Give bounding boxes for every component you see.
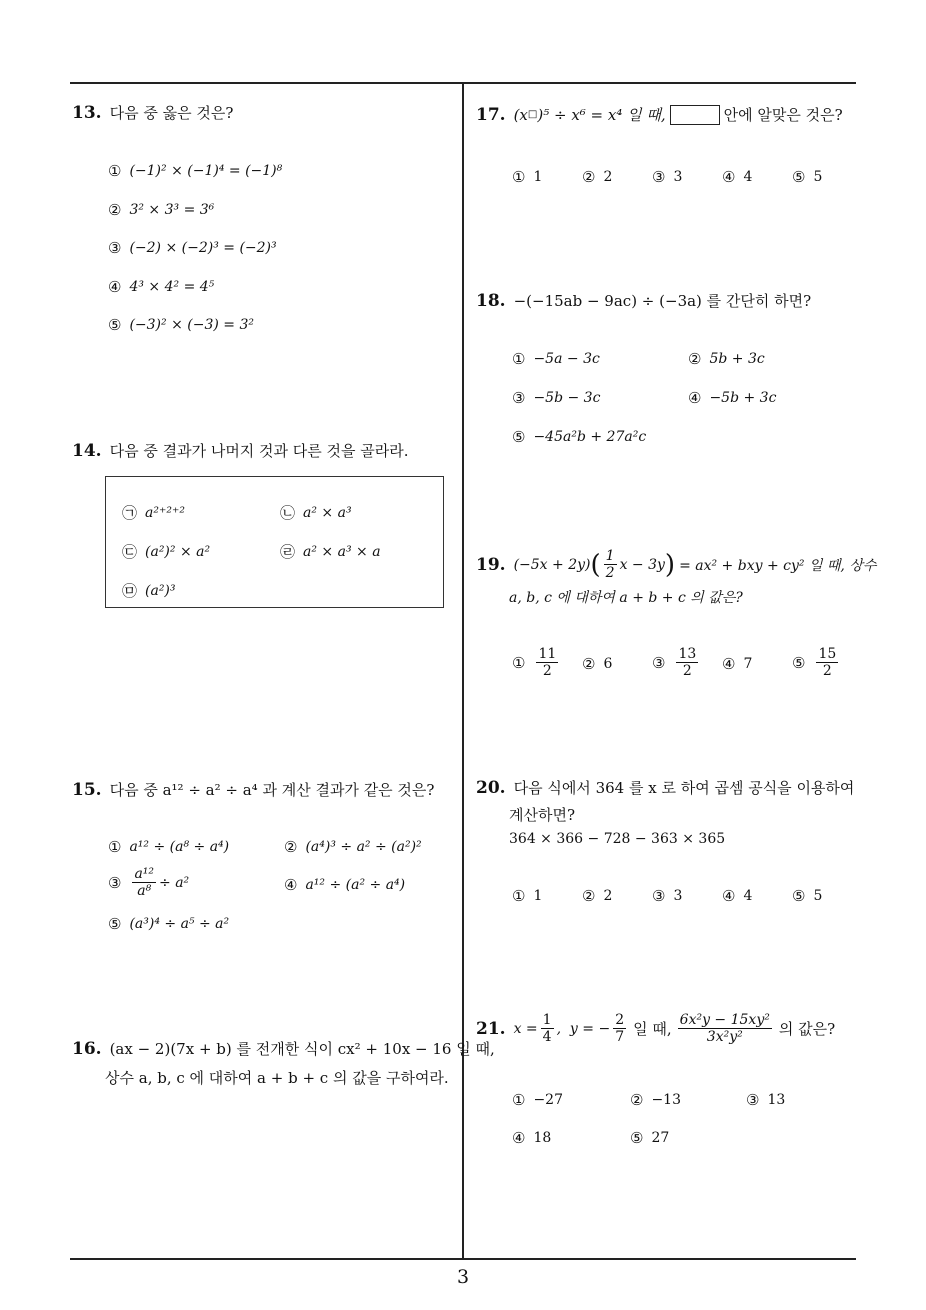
option-mark: ⑤ (792, 653, 806, 672)
question-text-line1: (ax − 2)(7x + b) 를 전개한 식이 cx² + 10x − 16 일 때, (109, 1040, 495, 1058)
question-expression: 364 × 366 − 728 − 363 × 365 (509, 831, 726, 847)
fraction-denominator: 2 (822, 663, 832, 680)
option-mark: ④ (108, 278, 122, 296)
option-mark: ① (512, 653, 526, 672)
option-text: −13 (651, 1092, 681, 1108)
question-text-line2: 계산하면? (509, 806, 576, 824)
option-2[interactable] (582, 168, 612, 186)
option-mark: ③ (652, 887, 666, 905)
question-number: 19. (476, 554, 506, 575)
question-number: 17. (476, 104, 506, 125)
option-mark: ④ (688, 389, 702, 407)
option-mark: ④ (722, 655, 736, 673)
option-mark: ② (582, 168, 596, 186)
option-text: ÷ a² (159, 874, 190, 891)
option-4[interactable] (108, 278, 214, 296)
option-mark: ④ (284, 876, 298, 894)
option-mark: ⑤ (108, 915, 122, 933)
box-item-5[interactable] (122, 580, 176, 601)
option-text: 27 (651, 1130, 670, 1146)
option-text: (a⁴)³ ÷ a² ÷ (a²)² (305, 839, 422, 855)
option-mark: ② (582, 655, 596, 673)
question-number: 16. (72, 1039, 102, 1059)
option-5[interactable] (108, 915, 229, 933)
expr-pre: (−5x + 2y) (513, 556, 591, 573)
question-text: 다음 중 옳은 것은? (109, 104, 234, 122)
option-2[interactable] (630, 1091, 681, 1109)
option-mark: ④ (722, 168, 736, 186)
question-19 (476, 548, 876, 607)
option-mark: ② (582, 887, 596, 905)
question-number: 15. (72, 780, 102, 800)
expr-after: )⁵ ÷ x⁶ = x⁴ 일 때, (537, 106, 666, 124)
option-text: (−3)² × (−3) = 3² (129, 317, 254, 333)
item-mark: ㉢ (122, 543, 138, 561)
item-text: a²⁺²⁺² (145, 504, 185, 521)
question-17 (476, 104, 843, 125)
item-mark: ㉡ (280, 504, 296, 522)
option-3[interactable] (652, 887, 682, 905)
x-label: x = (513, 1020, 538, 1037)
option-1[interactable] (108, 838, 229, 856)
option-mark: ③ (108, 239, 122, 257)
option-mark: ② (630, 1091, 644, 1109)
option-4[interactable] (722, 655, 752, 673)
question-text-line2: 상수 a, b, c 에 대하여 a + b + c 의 값을 구하여라. (105, 1069, 449, 1087)
fraction-numerator: 1 (605, 548, 615, 564)
expr-frac-after: x − 3y (619, 556, 665, 573)
fraction-denominator: a⁸ (137, 883, 152, 900)
option-3[interactable] (746, 1091, 785, 1109)
option-mark: ② (688, 350, 702, 368)
option-text: 3² × 3³ = 3⁶ (129, 202, 215, 218)
question-text: −(−15ab − 9ac) ÷ (−3a) 를 간단히 하면? (513, 292, 812, 310)
option-4[interactable] (284, 876, 405, 894)
option-mark: ① (108, 838, 122, 856)
option-mark: ③ (652, 653, 666, 672)
question-number: 20. (476, 778, 506, 798)
option-text: 1 (533, 169, 543, 185)
option-1[interactable] (108, 162, 282, 180)
box-item-1[interactable] (122, 502, 185, 523)
fraction-numerator: 2 (615, 1012, 625, 1028)
option-mark: ⑤ (512, 428, 526, 446)
option-text: 5 (813, 888, 823, 904)
option-text: 5 (813, 169, 823, 185)
expr-before: (x (513, 105, 528, 124)
option-4[interactable] (512, 1129, 551, 1147)
option-2[interactable] (108, 201, 214, 219)
item-text: a² × a³ × a (303, 543, 381, 560)
y-fraction (613, 1012, 626, 1045)
option-text: a¹² ÷ (a² ÷ a⁴) (305, 877, 406, 893)
x-fraction (541, 1012, 554, 1045)
fraction-numerator: 6x²y − 15xy² (679, 1012, 770, 1028)
option-text: 1 (533, 888, 543, 904)
question-18 (476, 290, 811, 311)
option-mark: ⑤ (630, 1129, 644, 1147)
option-1[interactable] (512, 646, 561, 679)
option-5[interactable] (792, 646, 841, 679)
option-1[interactable] (512, 350, 600, 368)
fraction-numerator: 11 (538, 646, 557, 662)
option-mark: ④ (512, 1129, 526, 1147)
option-text: 2 (603, 169, 613, 185)
option-mark: ① (512, 887, 526, 905)
question-15 (72, 779, 434, 800)
option-3[interactable] (512, 389, 600, 407)
item-text: (a²)³ (145, 582, 176, 599)
option-mark: ③ (512, 389, 526, 407)
fraction-numerator: 1 (542, 1012, 552, 1028)
question-text-line2: a, b, c 에 대하여 a + b + c 의 값은? (509, 590, 743, 607)
question-16 (72, 1038, 495, 1088)
item-mark: ㉤ (122, 582, 138, 600)
fraction-numerator: a¹² (134, 866, 155, 882)
option-mark: ① (512, 350, 526, 368)
option-3[interactable] (652, 646, 701, 679)
option-1[interactable] (512, 1091, 563, 1109)
option-4[interactable] (688, 389, 776, 407)
option-2[interactable] (688, 350, 765, 368)
option-text: 4 (743, 888, 753, 904)
option-text: −5b − 3c (533, 390, 601, 406)
option-text: 7 (743, 656, 753, 672)
y-label: , y = − (556, 1020, 611, 1037)
page-number: 3 (456, 1266, 470, 1288)
question-mid: 일 때, (633, 1020, 672, 1039)
fraction-denominator: 3x²y² (706, 1029, 743, 1046)
question-tail: 의 값은? (778, 1020, 836, 1039)
fraction-denominator: 2 (682, 663, 692, 680)
option-1[interactable] (512, 887, 542, 905)
option-mark: ③ (652, 168, 666, 186)
item-text: a² × a³ (303, 504, 352, 521)
fraction-numerator: 13 (678, 646, 697, 662)
option-text: −5a − 3c (533, 351, 600, 367)
item-text: (a²)² × a² (145, 543, 211, 560)
question-20 (476, 777, 854, 847)
question-text-line1: 다음 식에서 364 를 x 로 하여 곱셈 공식을 이용하여 (513, 779, 855, 797)
question-21 (476, 1012, 835, 1045)
option-text: (a³)⁴ ÷ a⁵ ÷ a² (129, 916, 230, 932)
option-5[interactable] (630, 1129, 669, 1147)
option-2[interactable] (582, 655, 612, 673)
question-number: 21. (476, 1018, 506, 1039)
fraction-denominator: 4 (542, 1029, 552, 1046)
option-2[interactable] (582, 887, 612, 905)
option-mark: ① (108, 162, 122, 180)
answer-blank-box[interactable] (670, 105, 720, 125)
option-mark: ③ (746, 1091, 760, 1109)
paren-close: ) (664, 549, 676, 580)
option-1[interactable] (512, 168, 542, 186)
option-mark: ① (512, 1091, 526, 1109)
option-mark: ① (512, 168, 526, 186)
option-2[interactable] (284, 838, 422, 856)
option-text: −5b + 3c (709, 390, 777, 406)
fraction-denominator: 2 (542, 663, 552, 680)
question-tail: 안에 알맞은 것은? (723, 106, 843, 124)
option-4[interactable] (722, 168, 752, 186)
fraction-numerator: 15 (818, 646, 837, 662)
option-text: 3 (673, 888, 683, 904)
box-item-3[interactable] (122, 541, 210, 562)
option-text: (−2) × (−2)³ = (−2)³ (129, 240, 277, 256)
option-text: −27 (533, 1092, 563, 1108)
option-mark: ② (108, 201, 122, 219)
option-text: 6 (603, 656, 613, 672)
option-mark: ④ (722, 887, 736, 905)
expr-fraction (604, 548, 617, 581)
option-mark: ② (284, 838, 298, 856)
option-text: 3 (673, 169, 683, 185)
option-mark: ③ (108, 873, 122, 892)
option-5[interactable] (108, 316, 254, 334)
option-text: a¹² ÷ (a⁸ ÷ a⁴) (129, 839, 230, 855)
option-mark: ⑤ (108, 316, 122, 334)
paren-open: ( (590, 549, 601, 580)
option-3[interactable] (108, 239, 277, 257)
expr-post: = ax² + bxy + cy² 일 때, 상수 (679, 557, 877, 574)
question-number: 13. (72, 103, 102, 123)
option-text: 4 (743, 169, 753, 185)
option-4[interactable] (722, 887, 752, 905)
option-text: 2 (603, 888, 613, 904)
option-fraction (536, 646, 558, 679)
option-3[interactable] (108, 866, 189, 899)
option-text: 4³ × 4² = 4⁵ (129, 279, 215, 295)
question-text: 다음 중 결과가 나머지 것과 다른 것을 골라라. (109, 442, 409, 460)
question-13 (72, 102, 233, 123)
question-number: 14. (72, 441, 102, 461)
box-item-2[interactable] (280, 502, 352, 523)
option-mark: ⑤ (792, 168, 806, 186)
option-5[interactable] (512, 428, 646, 446)
option-5[interactable] (792, 168, 822, 186)
item-mark: ㉠ (122, 504, 138, 522)
option-text: 5b + 3c (709, 351, 765, 367)
option-3[interactable] (652, 168, 682, 186)
option-fraction (676, 646, 698, 679)
question-14 (72, 440, 409, 461)
fraction-denominator: 2 (605, 565, 615, 582)
question-text: 다음 중 a¹² ÷ a² ÷ a⁴ 과 계산 결과가 같은 것은? (109, 781, 435, 799)
option-text: 18 (533, 1130, 552, 1146)
question-number: 18. (476, 291, 506, 311)
option-text: −45a²b + 27a²c (533, 429, 647, 445)
option-5[interactable] (792, 887, 822, 905)
option-mark: ⑤ (792, 887, 806, 905)
expression-fraction (678, 1012, 772, 1045)
option-fraction (132, 866, 156, 899)
fraction-denominator: 7 (615, 1029, 625, 1046)
option-text: (−1)² × (−1)⁴ = (−1)⁸ (129, 163, 283, 179)
option-text: 13 (767, 1092, 786, 1108)
item-mark: ㉣ (280, 543, 296, 561)
option-fraction (816, 646, 838, 679)
box-item-4[interactable] (280, 541, 381, 562)
blank-superscript: □ (527, 109, 538, 120)
